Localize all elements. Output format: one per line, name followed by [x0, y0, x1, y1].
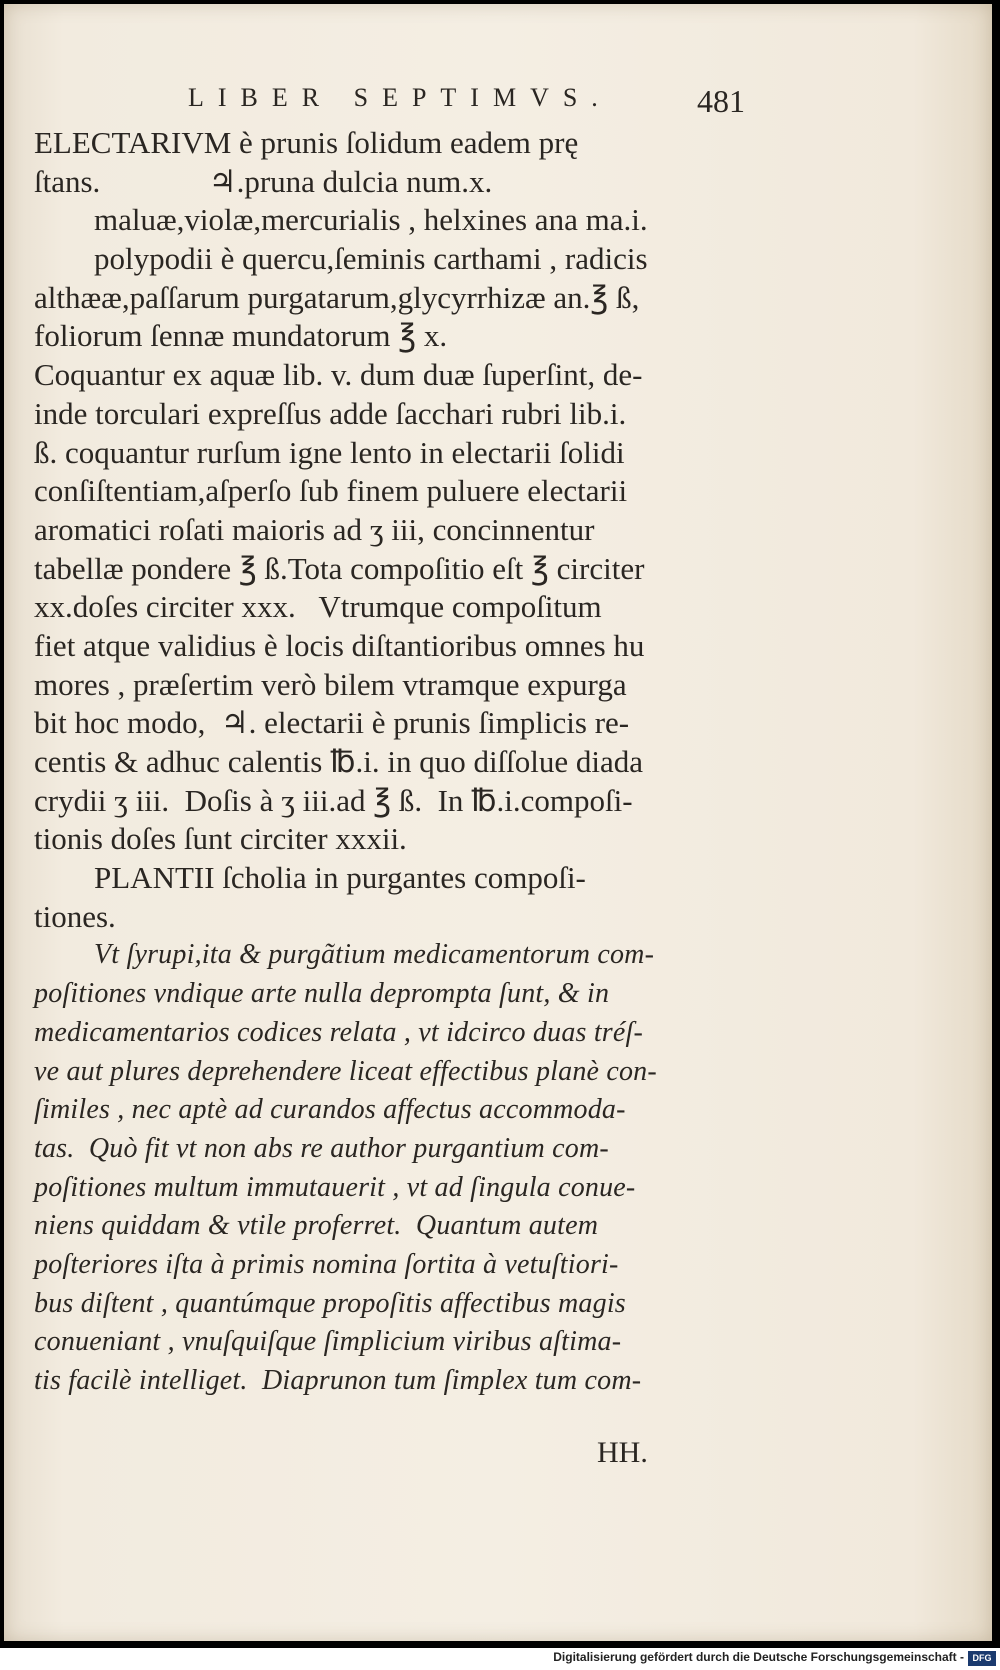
text-line: ſtans. ♃.pruna dulcia num.x.: [34, 163, 493, 199]
text-line: ELECTARIVM è prunis ſolidum eadem prę: [34, 125, 579, 160]
italic-line: tas. Quò fit vt non abs re author purgantium com-: [34, 1132, 609, 1164]
text-line: mores , præſertim verò bilem vtramque expurga: [34, 666, 627, 702]
italic-line: ſimiles , nec aptè ad curandos affectus accommoda-: [34, 1094, 626, 1126]
catchword: HH.: [597, 1436, 648, 1469]
body-text: [34, 124, 764, 1401]
italic-line: bus diſtent , quantúmque propoſitis affectibus magis: [34, 1287, 626, 1319]
book-page: [4, 4, 992, 1641]
text-line: tiones.: [34, 898, 116, 934]
italic-line: poſitiones vndique arte nulla deprompta ſunt, & in: [34, 978, 610, 1010]
italic-line: ve aut plures deprehendere liceat effectibus planè con-: [34, 1055, 657, 1087]
italic-line: poſitiones multum immutauerit , vt ad ſingula conue-: [34, 1171, 636, 1203]
italic-line: niens quiddam & vtile proferret. Quantum autem: [34, 1210, 599, 1242]
text-line: ß. coquantur rurſum igne lento in electarii ſolidi: [34, 434, 625, 470]
text-line: foliorum ſennæ mundatorum ℥ x.: [34, 318, 448, 354]
italic-line: tis facilè intelliget. Diaprunon tum ſimplex tum com-: [34, 1365, 642, 1396]
text-line: xx.doſes circiter xxx. Vtrumque compoſitum: [34, 589, 602, 625]
italic-line: conueniant , vnuſquiſque ſimplicium viribus aſtima-: [34, 1326, 622, 1358]
italic-line: Vt ſyrupi,ita & purgãtium medicamentorum com-: [94, 939, 655, 971]
footer-credit: Digitalisierung gefördert durch die Deutsche Forschungsgemeinschaft -: [553, 1650, 964, 1664]
text-line: polypodii è quercu,ſeminis carthami , radicis: [94, 241, 648, 277]
italic-line: medicamentarios codices relata , vt idcirco duas tréſ-: [34, 1016, 644, 1048]
text-line: crydii ʒ iii. Doſis à ʒ iii.ad ℥ ß. In ℔.i.compoſi-: [34, 782, 633, 818]
page-number: 481: [697, 83, 745, 119]
text-line: Coquantur ex aquæ lib. v. dum duæ ſuperſint, de-: [34, 357, 643, 393]
text-line: tabellæ pondere ℥ ß.Tota compoſitio eſt ℥ circiter: [34, 550, 645, 586]
section-heading: PLANTII ſcholia in purgantes compoſi-: [94, 860, 586, 896]
text-line: althææ,paſſarum purgatarum,glycyrrhizæ an.℥ ß,: [34, 279, 640, 315]
italic-line: poſteriores iſta à primis nomina ſortita à vetuſtiori-: [34, 1248, 619, 1280]
text-line: centis & adhuc calentis ℔.i. in quo diſſolue diada: [34, 744, 644, 779]
text-line: fiet atque validius è locis diſtantioribus omnes hu: [34, 627, 645, 663]
text-line: aromatici roſati maioris ad ʒ iii, concinnentur: [34, 511, 595, 547]
text-line: inde torculari expreſſus adde ſacchari rubri lib.i.: [34, 395, 627, 431]
running-head: LIBER SEPTIMVS.: [188, 83, 612, 112]
dfg-logo: DFG: [968, 1651, 996, 1666]
text-line: maluæ,violæ,mercurialis , helxines ana ma.i.: [94, 202, 648, 238]
text-line: bit hoc modo, ♃. electarii è prunis ſimplicis re-: [34, 705, 630, 741]
footer-bar: [0, 1648, 1000, 1670]
text-line: tionis doſes ſunt circiter xxxii.: [34, 821, 407, 857]
text-line: conſiſtentiam,aſperſo ſub finem puluere electarii: [34, 473, 628, 509]
